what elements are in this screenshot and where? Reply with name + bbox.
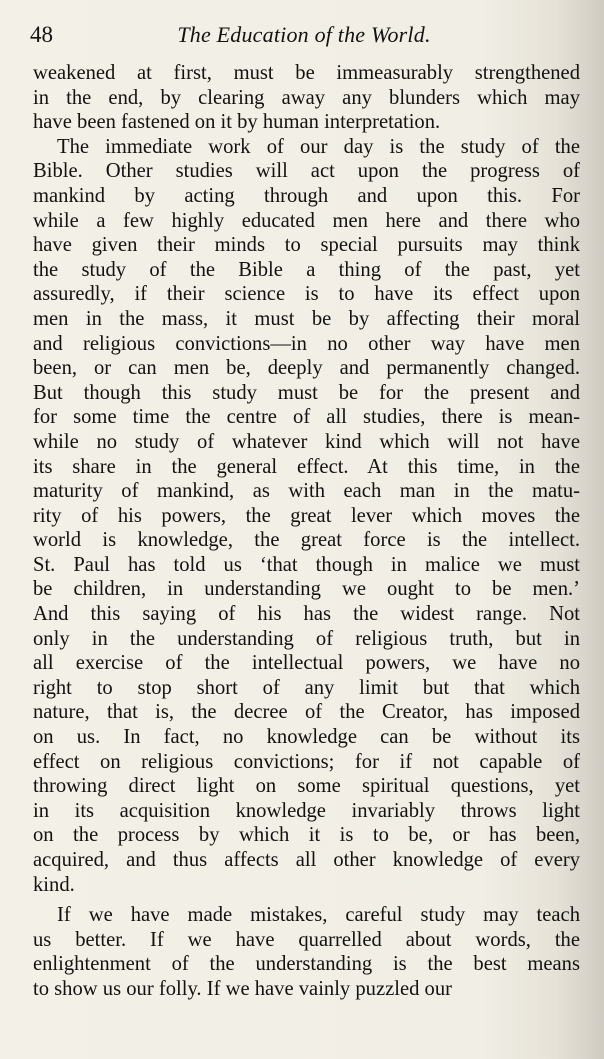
text-line: on the process by which it is to be, or has been, <box>33 824 580 847</box>
text-line: The immediate work of our day is the study of the <box>57 135 580 158</box>
text-line: acquired, and thus affects all other knowledge of every <box>33 849 580 871</box>
page-number: 48 <box>30 22 53 47</box>
text-line: But though this study must be for the present and <box>33 381 580 404</box>
text-line: have given their minds to special pursuits may think <box>33 234 580 257</box>
text-line: be children, in understanding we ought to be men.’ <box>33 578 580 601</box>
text-line: while no study of whatever kind which will not have <box>33 430 580 453</box>
text-line: nature, that is, the decree of the Creator, has imposed <box>33 701 580 724</box>
text-line: rity of his powers, the great lever which moves the <box>33 504 580 527</box>
text-line: and religious convictions—in no other way have men <box>33 332 580 355</box>
text-line: right to stop short of any limit but that which <box>33 676 580 699</box>
text-line: have been fastened on it by human interpretation. <box>33 111 441 134</box>
text-line: Bible. Other studies will act upon the progress of <box>33 160 580 183</box>
text-line: on us. In fact, no knowledge can be without its <box>33 726 580 749</box>
text-line: only in the understanding of religious truth, but in <box>33 627 580 650</box>
running-title: The Education of the World. <box>177 22 431 47</box>
text-line: to show us our folly. If we have vainly puzzled our <box>33 977 453 1000</box>
body-text <box>33 61 580 1002</box>
paragraph <box>33 903 580 1001</box>
text-line: us better. If we have quarrelled about words, the <box>33 928 580 951</box>
text-line: If we have made mistakes, careful study may teach <box>57 904 580 927</box>
text-line: kind. <box>33 873 75 896</box>
text-line: And this saying of his has the widest range. Not <box>33 603 580 626</box>
text-line: in the end, by clearing away any blunders which may <box>33 86 580 109</box>
text-line: effect on religious convictions; for if not capable of <box>33 750 580 773</box>
text-line: in its acquisition knowledge invariably throws light <box>33 799 580 822</box>
text-line: while a few highly educated men here and there who <box>33 209 580 232</box>
text-line: St. Paul has told us ‘that though in malice we must <box>33 553 580 576</box>
page-header <box>30 22 578 56</box>
text-line: for some time the centre of all studies, there is mean- <box>33 406 580 429</box>
paragraph <box>33 135 580 897</box>
text-line: throwing direct light on some spiritual questions, yet <box>33 775 580 798</box>
text-line: mankind by acting through and upon this. For <box>33 184 580 207</box>
text-line: world is knowledge, the great force is the intellect. <box>33 529 580 552</box>
text-line: weakened at first, must be immeasurably strengthened <box>33 62 580 84</box>
text-line: its share in the general effect. At this time, in the <box>33 455 580 478</box>
text-line: enlightenment of the understanding is the best means <box>33 953 580 976</box>
text-line: the study of the Bible a thing of the past, yet <box>33 258 580 281</box>
text-line: men in the mass, it must be by affecting their moral <box>33 307 580 330</box>
text-line: been, or can men be, deeply and permanently changed. <box>33 357 580 380</box>
text-line: assuredly, if their science is to have its effect upon <box>33 283 580 306</box>
text-line: all exercise of the intellectual powers, we have no <box>33 652 580 675</box>
paragraph <box>33 61 580 135</box>
text-line: maturity of mankind, as with each man in the matu- <box>33 480 580 503</box>
